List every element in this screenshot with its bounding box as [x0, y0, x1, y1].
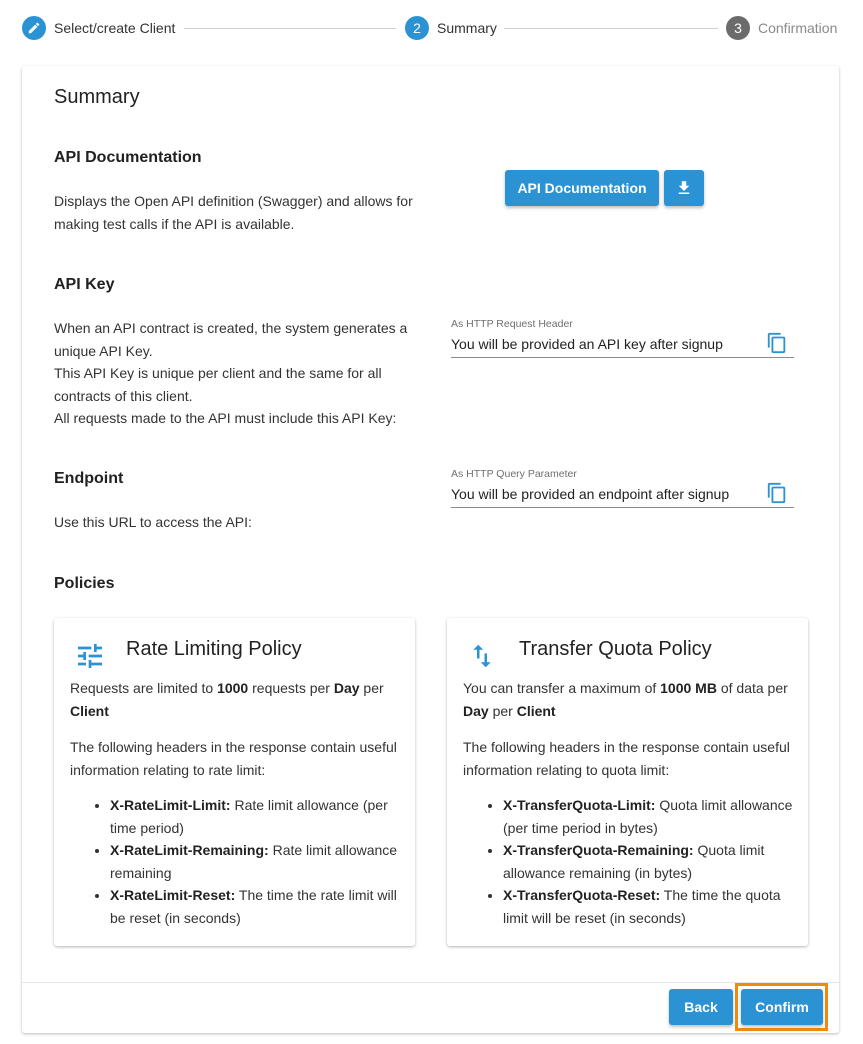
- step-label: Select/create Client: [54, 20, 176, 36]
- step-number: 2: [405, 16, 429, 40]
- step-number: 3: [726, 16, 750, 40]
- swap-vertical-icon: [467, 640, 497, 677]
- footer-divider: [22, 982, 839, 983]
- step-label: Summary: [437, 20, 497, 36]
- api-docs-title: API Documentation: [54, 149, 202, 166]
- policy-headers-intro: The following headers in the response contain useful information relating to quota limit:: [463, 739, 790, 778]
- step-confirmation[interactable]: [726, 16, 837, 40]
- policy-title: Rate Limiting Policy: [126, 638, 302, 660]
- api-documentation-button[interactable]: API Documentation: [505, 170, 659, 206]
- step-connector: [184, 28, 396, 29]
- description-line: When an API contract is created, the system generates a unique API Key.: [54, 320, 408, 359]
- endpoint-description: Use this URL to access the API:: [54, 514, 252, 530]
- list-item: • X-TransferQuota-Reset: The time the quota limit will be reset (in seconds): [503, 884, 793, 929]
- copy-icon: [766, 482, 788, 504]
- list-item: • X-TransferQuota-Remaining: Quota limit allowance remaining (in bytes): [503, 839, 793, 884]
- policy-headers-list: [70, 794, 400, 929]
- download-icon: [675, 179, 693, 197]
- back-button[interactable]: Back: [669, 989, 733, 1025]
- policies-title: Policies: [54, 575, 115, 592]
- step-summary[interactable]: [405, 16, 497, 40]
- page-title: Summary: [54, 86, 140, 108]
- summary-card: [22, 66, 839, 1033]
- list-item: • X-RateLimit-Limit: Rate limit allowance (per time period): [110, 794, 400, 839]
- transfer-quota-policy-card: [447, 618, 808, 946]
- endpoint-title: Endpoint: [54, 470, 124, 487]
- description-line: This API Key is unique per client and the same for all contracts of this client.: [54, 365, 382, 404]
- api-key-title: API Key: [54, 276, 115, 293]
- policy-summary: You can transfer a maximum of 1000 MB of data per Day per Client: [463, 680, 788, 719]
- list-item: • X-TransferQuota-Limit: Quota limit allowance (per time period in bytes): [503, 794, 793, 839]
- rate-limiting-policy-card: [54, 618, 415, 946]
- policy-headers-list: [463, 794, 793, 929]
- confirm-button[interactable]: Confirm: [741, 989, 823, 1025]
- step-connector: [504, 28, 718, 29]
- step-label: Confirmation: [758, 20, 838, 36]
- api-docs-description: Displays the Open API definition (Swagger) and allows for making test calls if the API is available.: [54, 193, 413, 232]
- pencil-icon: [22, 16, 46, 40]
- api-key-field: You will be provided an API key after signup: [451, 336, 723, 352]
- list-item: • X-RateLimit-Remaining: Rate limit allowance remaining: [110, 839, 400, 884]
- list-item: • X-RateLimit-Reset: The time the rate limit will be reset (in seconds): [110, 884, 400, 929]
- field-underline: [451, 357, 794, 358]
- endpoint-field: You will be provided an endpoint after signup: [451, 486, 730, 502]
- policy-headers-intro: The following headers in the response contain useful information relating to rate limit:: [70, 739, 397, 778]
- download-button[interactable]: [664, 170, 704, 206]
- step-select-client[interactable]: [22, 16, 175, 40]
- tune-icon: [74, 640, 106, 677]
- api-key-field-label: As HTTP Request Header: [451, 318, 573, 330]
- policy-title: Transfer Quota Policy: [519, 638, 712, 660]
- description-line: All requests made to the API must include this API Key:: [54, 410, 397, 426]
- copy-icon: [766, 332, 788, 354]
- copy-api-key-button[interactable]: [766, 332, 788, 354]
- policy-summary: Requests are limited to 1000 requests per Day per Client: [70, 680, 384, 719]
- endpoint-field-label: As HTTP Query Parameter: [451, 468, 577, 480]
- copy-endpoint-button[interactable]: [766, 482, 788, 504]
- stepper: [0, 0, 863, 56]
- field-underline: [451, 507, 794, 508]
- api-key-description: [54, 317, 414, 430]
